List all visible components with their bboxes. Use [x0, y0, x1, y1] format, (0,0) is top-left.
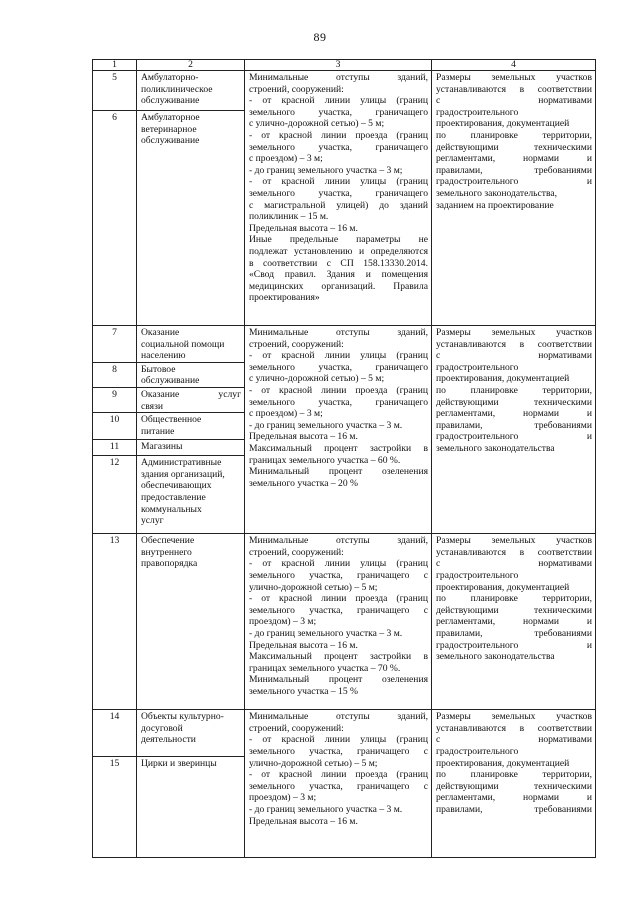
parameters-cell — [245, 71, 432, 326]
text-line: медицинских организаций. Правила — [249, 280, 428, 292]
text-line: земельного участка, граничащего — [249, 187, 428, 199]
text-line: заданием на проектирование — [436, 199, 554, 211]
text-line: связи — [141, 400, 163, 412]
row-number: 7 — [93, 326, 137, 363]
text-line: Предельная высота – 16 м. — [249, 222, 358, 234]
text-line: с нормативами — [436, 95, 592, 107]
text-line: поликлиник – 15 м. — [249, 211, 329, 223]
text-line: по планировке территории, — [436, 384, 592, 396]
text-line: регламентами, нормами и — [436, 153, 592, 165]
row-number: 13 — [93, 534, 137, 710]
row-number: 11 — [93, 440, 137, 456]
text-line: обслуживание — [141, 375, 200, 387]
text-line: по планировке территории, — [436, 129, 592, 141]
text-line: проектирования, документацией — [436, 757, 570, 769]
parameters-cell — [245, 326, 432, 534]
text-line: действующими техническими — [436, 780, 592, 792]
header-col-2: 2 — [137, 60, 245, 71]
text-line: обслуживание — [141, 135, 200, 147]
text-line: Цирки и зверинцы — [141, 758, 217, 770]
header-col-1: 1 — [93, 60, 137, 71]
text-line: Иные предельные параметры не — [249, 234, 428, 246]
text-line: земельного законодательства — [436, 651, 555, 663]
text-line: поликлиническое — [141, 83, 213, 95]
text-line: здания организаций, — [141, 468, 225, 480]
use-type-name — [137, 387, 245, 412]
text-line: Оказание услуг — [141, 388, 241, 400]
use-type-name — [137, 757, 245, 858]
text-line: Максимальный процент застройки в — [249, 651, 428, 663]
text-line: строений, сооружений: — [249, 722, 344, 734]
text-line: действующими техническими — [436, 396, 592, 408]
text-line: деятельности — [141, 734, 196, 746]
parameters-cell — [245, 534, 432, 710]
text-line: Административные — [141, 457, 222, 469]
text-line: Предельная высота – 16 м. — [249, 431, 358, 443]
text-line: Минимальные отступы зданий, — [249, 711, 428, 723]
text-line: в соответствии с СП 158.13330.2014. — [249, 257, 428, 269]
text-line: земельного участка, граничащего с — [249, 745, 428, 757]
text-line: Бытовое — [141, 363, 176, 375]
text-line: земельного участка, граничащего с — [249, 780, 428, 792]
text-line: земельного участка – 20 % — [249, 477, 359, 489]
row-number: 9 — [93, 387, 137, 412]
text-line: - от красной линии проезда (границ — [249, 129, 428, 141]
header-row — [93, 60, 596, 71]
text-line: по планировке территории, — [436, 769, 592, 781]
text-line: земельного участка, граничащего — [249, 361, 428, 373]
text-line: по планировке территории, — [436, 593, 592, 605]
text-line: Общественное — [141, 414, 202, 426]
text-line: с нормативами — [436, 734, 592, 746]
text-line: Обеспечение — [141, 535, 195, 547]
text-line: ветеринарное — [141, 123, 197, 135]
text-line: Максимальный процент застройки в — [249, 442, 428, 454]
text-line: улично-дорожной сетью) – 5 м; — [249, 581, 378, 593]
table-row — [93, 710, 596, 757]
table-row — [93, 326, 596, 363]
text-line: правилами, требованиями — [436, 419, 592, 431]
text-line: социальной помощи — [141, 338, 225, 350]
use-type-name — [137, 111, 245, 326]
text-line: - от красной линии проезда (границ — [249, 769, 428, 781]
text-line: Минимальный процент озеленения — [249, 466, 428, 478]
text-line: населению — [141, 350, 186, 362]
plot-size-cell — [432, 326, 596, 534]
page-number: 89 — [313, 30, 327, 44]
text-line: Амбулаторно- — [141, 72, 199, 83]
text-line: Оказание — [141, 327, 180, 338]
text-line: Магазины — [141, 441, 183, 453]
text-line: внутреннего — [141, 546, 192, 558]
row-number: 14 — [93, 710, 137, 757]
use-type-name — [137, 326, 245, 363]
text-line: земельного законодательства — [436, 442, 555, 454]
text-line: строений, сооружений: — [249, 338, 344, 350]
text-line: земельного участка, граничащего — [249, 141, 428, 153]
text-line: - до границ земельного участка – 3 м; — [249, 164, 403, 176]
text-line: градостроительного — [436, 745, 519, 757]
row-number: 5 — [93, 71, 137, 111]
text-line: регламентами, нормами и — [436, 408, 592, 420]
text-line: устанавливаются в соответствии — [436, 722, 592, 734]
text-line: с улично-дорожной сетью) – 5 м; — [249, 118, 385, 130]
text-line: с магистральной улицей) до зданий — [249, 199, 428, 211]
use-type-name — [137, 534, 245, 710]
text-line: Размеры земельных участков — [436, 535, 592, 547]
text-line: проектирования, документацией — [436, 581, 570, 593]
text-line: регламентами, нормами и — [436, 616, 592, 628]
row-number: 8 — [93, 362, 137, 387]
text-line: подлежат установлению и определяются — [249, 245, 428, 257]
text-line: - от красной линии улицы (границ — [249, 558, 428, 570]
text-line: строений, сооружений: — [249, 83, 344, 95]
text-line: строений, сооружений: — [249, 546, 344, 558]
text-line: земельного участка, граничащего с — [249, 569, 428, 581]
text-line: - до границ земельного участка – 3 м. — [249, 803, 403, 815]
text-line: градостроительного — [436, 361, 519, 373]
text-line: проектирования, документацией — [436, 373, 570, 385]
text-line: устанавливаются в соответствии — [436, 338, 592, 350]
text-line: Объекты культурно- — [141, 711, 224, 723]
use-type-name — [137, 71, 245, 111]
text-line: правилами, требованиями — [436, 627, 592, 639]
text-line: с улично-дорожной сетью) – 5 м; — [249, 373, 385, 385]
text-line: Минимальный процент озеленения — [249, 674, 428, 686]
text-line: улично-дорожной сетью) – 5 м; — [249, 757, 378, 769]
text-line: с нормативами — [436, 558, 592, 570]
text-line: Амбулаторное — [141, 112, 200, 123]
text-line: устанавливаются в соответствии — [436, 546, 592, 558]
text-line: с нормативами — [436, 350, 592, 362]
text-line: предоставление — [141, 491, 206, 503]
parameters-cell — [245, 710, 432, 858]
text-line: - от красной линии улицы (границ — [249, 350, 428, 362]
text-line: Минимальные отступы зданий, — [249, 327, 428, 338]
text-line: земельного участка, граничащего с — [249, 604, 428, 616]
text-line: земельного законодательства, — [436, 187, 558, 199]
text-line: - от красной линии улицы (границ — [249, 734, 428, 746]
header-col-3: 3 — [245, 60, 432, 71]
text-line: - от красной линии улицы (границ — [249, 176, 428, 188]
text-line: действующими техническими — [436, 141, 592, 153]
text-line: - до границ земельного участка – 3 м. — [249, 419, 403, 431]
use-type-name — [137, 362, 245, 387]
text-line: проектирования, документацией — [436, 118, 570, 130]
use-type-name — [137, 440, 245, 456]
text-line: земельного участка, граничащего — [249, 106, 428, 118]
regulations-table — [92, 59, 596, 858]
text-line: градостроительного — [436, 569, 519, 581]
text-line: градостроительного и — [436, 176, 592, 188]
text-line: Минимальные отступы зданий, — [249, 72, 428, 83]
text-line: услуг — [141, 515, 164, 527]
text-line: границах земельного участка – 70 %. — [249, 662, 401, 674]
text-line: - от красной линии улицы (границ — [249, 95, 428, 107]
text-line: регламентами, нормами и — [436, 792, 592, 804]
text-line: с проездом) – 3 м; — [249, 153, 323, 165]
text-line: Минимальные отступы зданий, — [249, 535, 428, 547]
text-line: коммунальных — [141, 503, 202, 515]
text-line: - до границ земельного участка – 3 м. — [249, 627, 403, 639]
use-type-name — [137, 456, 245, 534]
text-line: правопорядка — [141, 558, 198, 570]
text-line: «Свод правил. Здания и помещения — [249, 269, 428, 281]
text-line: проездом) – 3 м; — [249, 792, 317, 804]
use-type-name — [137, 413, 245, 440]
plot-size-cell — [432, 710, 596, 858]
text-line: Размеры земельных участков — [436, 72, 592, 83]
text-line: с проездом) – 3 м; — [249, 408, 323, 420]
text-line: устанавливаются в соответствии — [436, 83, 592, 95]
text-line: обеспечивающих — [141, 480, 212, 492]
text-line: проездом) – 3 м; — [249, 616, 317, 628]
row-number: 10 — [93, 413, 137, 440]
text-line: - от красной линии проезда (границ — [249, 384, 428, 396]
text-line: земельного участка, граничащего — [249, 396, 428, 408]
text-line: - от красной линии проезда (границ — [249, 593, 428, 605]
plot-size-cell — [432, 534, 596, 710]
plot-size-cell — [432, 71, 596, 326]
text-line: действующими техническими — [436, 604, 592, 616]
text-line: Размеры земельных участков — [436, 327, 592, 338]
text-line: Размеры земельных участков — [436, 711, 592, 723]
text-line: досуговой — [141, 722, 183, 734]
text-line: границах земельного участка – 60 %. — [249, 454, 401, 466]
row-number: 12 — [93, 456, 137, 534]
text-line: Предельная высота – 16 м. — [249, 815, 358, 827]
text-line: Предельная высота – 16 м. — [249, 639, 358, 651]
row-number: 15 — [93, 757, 137, 858]
use-type-name — [137, 710, 245, 757]
text-line: правилами, требованиями — [436, 803, 592, 815]
text-line: градостроительного и — [436, 431, 592, 443]
text-line: градостроительного — [436, 106, 519, 118]
header-col-4: 4 — [432, 60, 596, 71]
row-number: 6 — [93, 111, 137, 326]
table-row — [93, 71, 596, 111]
text-line: обслуживание — [141, 95, 200, 107]
text-line: правилами, требованиями — [436, 164, 592, 176]
text-line: земельного участка – 15 % — [249, 685, 359, 697]
text-line: градостроительного и — [436, 639, 592, 651]
text-line: питание — [141, 425, 175, 437]
text-line: проектирования» — [249, 292, 320, 304]
table-row — [93, 534, 596, 710]
